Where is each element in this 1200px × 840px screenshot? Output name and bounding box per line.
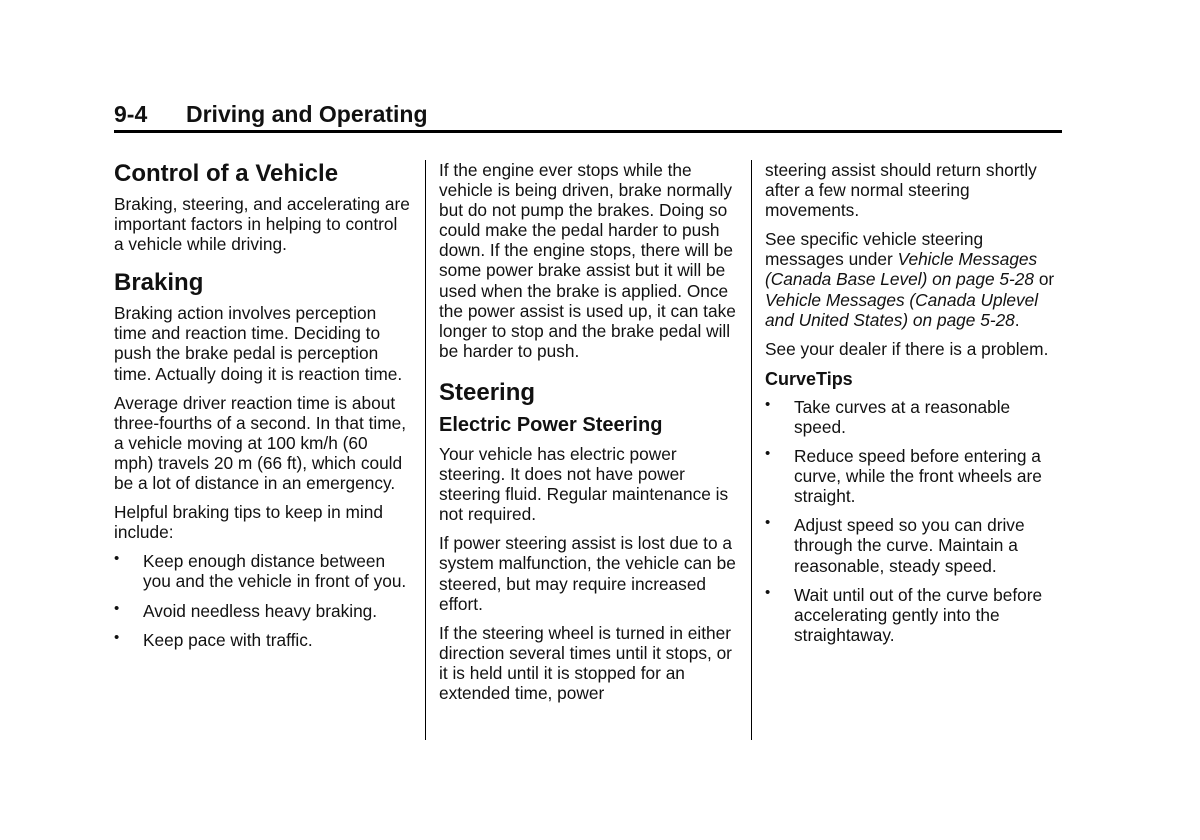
cross-reference-link[interactable]: Vehicle Messages (Canada Uplevel and United States) on page 5-28: [765, 289, 1039, 330]
paragraph: Your vehicle has electric power steering. It does not have power steering fluid. Regular maintenance is not required.: [439, 443, 729, 525]
bullet-icon: •: [114, 628, 120, 646]
paragraph: If the engine ever stops while the vehicle is being driven, brake normally but do not pump the brakes. Doing so could make the pedal harder to push down. If the engine stops, there will be some power brake assist but it will be used when the brake is applied. Once the power assist is used up, it can take longer to stop and the brake pedal will be harder to push.: [439, 160, 736, 361]
list-item: [765, 515, 1065, 575]
list-item: [765, 397, 1065, 437]
list-item: [765, 585, 1065, 645]
paragraph: If power steering assist is lost due to a system malfunction, the vehicle can be steered, but may require increased effort.: [439, 533, 736, 614]
column-2: [439, 160, 737, 712]
section-title: Driving and Operating: [186, 101, 428, 127]
list-item: [114, 551, 410, 591]
list-item: [114, 630, 410, 650]
running-header: [114, 100, 1062, 128]
list-item: [765, 446, 1065, 506]
list-item-text: Keep enough distance between you and the vehicle in front of you.: [143, 551, 407, 592]
list-item-text: Take curves at a reasonable speed.: [794, 396, 1011, 437]
paragraph: See your dealer if there is a problem.: [765, 338, 1049, 359]
bullet-icon: •: [765, 583, 771, 601]
list-item-text: Reduce speed before entering a curve, while the front wheels are straight.: [794, 446, 1042, 507]
braking-tips-list: [114, 551, 410, 649]
heading-curvetips: CurveTips: [765, 368, 853, 389]
heading-electric-power-steering: Electric Power Steering: [439, 413, 663, 436]
heading-braking: Braking: [114, 269, 204, 297]
page-header: [114, 100, 1062, 133]
column-divider: [751, 160, 752, 740]
bullet-icon: •: [114, 550, 120, 568]
list-item-text: Avoid needless heavy braking.: [143, 600, 378, 621]
text-run: or: [1034, 269, 1055, 290]
list-item: [114, 601, 410, 621]
list-item-text: Keep pace with traffic.: [143, 629, 313, 650]
bullet-icon: •: [765, 514, 771, 532]
heading-steering: Steering: [439, 378, 536, 406]
paragraph: Braking, steering, and accelerating are important factors in helping to control a vehicle while driving.: [114, 194, 410, 255]
paragraph: steering assist should return shortly after a few normal steering movements.: [765, 160, 1037, 221]
cross-reference-link[interactable]: Vehicle Messages (Canada Base Level) on page 5-28: [765, 249, 1038, 290]
bullet-icon: •: [765, 445, 771, 463]
heading-control-of-vehicle: Control of a Vehicle: [114, 160, 339, 187]
text-run: .: [1014, 309, 1020, 330]
list-item-text: Wait until out of the curve before accelerating gently into the straightaway.: [794, 584, 1043, 645]
column-3: [765, 160, 1065, 654]
steering-messages-paragraph: [765, 229, 1065, 329]
section-number: 9-4: [114, 101, 148, 127]
column-divider: [425, 160, 426, 740]
bullet-icon: •: [114, 599, 120, 617]
paragraph: Helpful braking tips to keep in mind include:: [114, 502, 383, 543]
paragraph: If the steering wheel is turned in either direction several times until it stops, or it is held until it is stopped for an extended time, power: [439, 622, 732, 703]
bullet-icon: •: [765, 395, 771, 413]
paragraph: Braking action involves perception time and reaction time. Deciding to push the brake pedal is perception time. Actually doing it is reaction time.: [114, 303, 403, 384]
text-run: See specific vehicle steering messages under: [765, 229, 984, 270]
paragraph: Average driver reaction time is about three-fourths of a second. In that time, a vehicle moving at 100 km/h (60 mph) travels 20 m (66 ft), which could be a lot of distance in an emergency.: [114, 392, 407, 494]
curve-tips-list: [765, 397, 1065, 645]
header-rule: [114, 130, 1062, 133]
list-item-text: Adjust speed so you can drive through the curve. Maintain a reasonable, steady speed.: [794, 515, 1025, 576]
column-1: [114, 160, 410, 659]
